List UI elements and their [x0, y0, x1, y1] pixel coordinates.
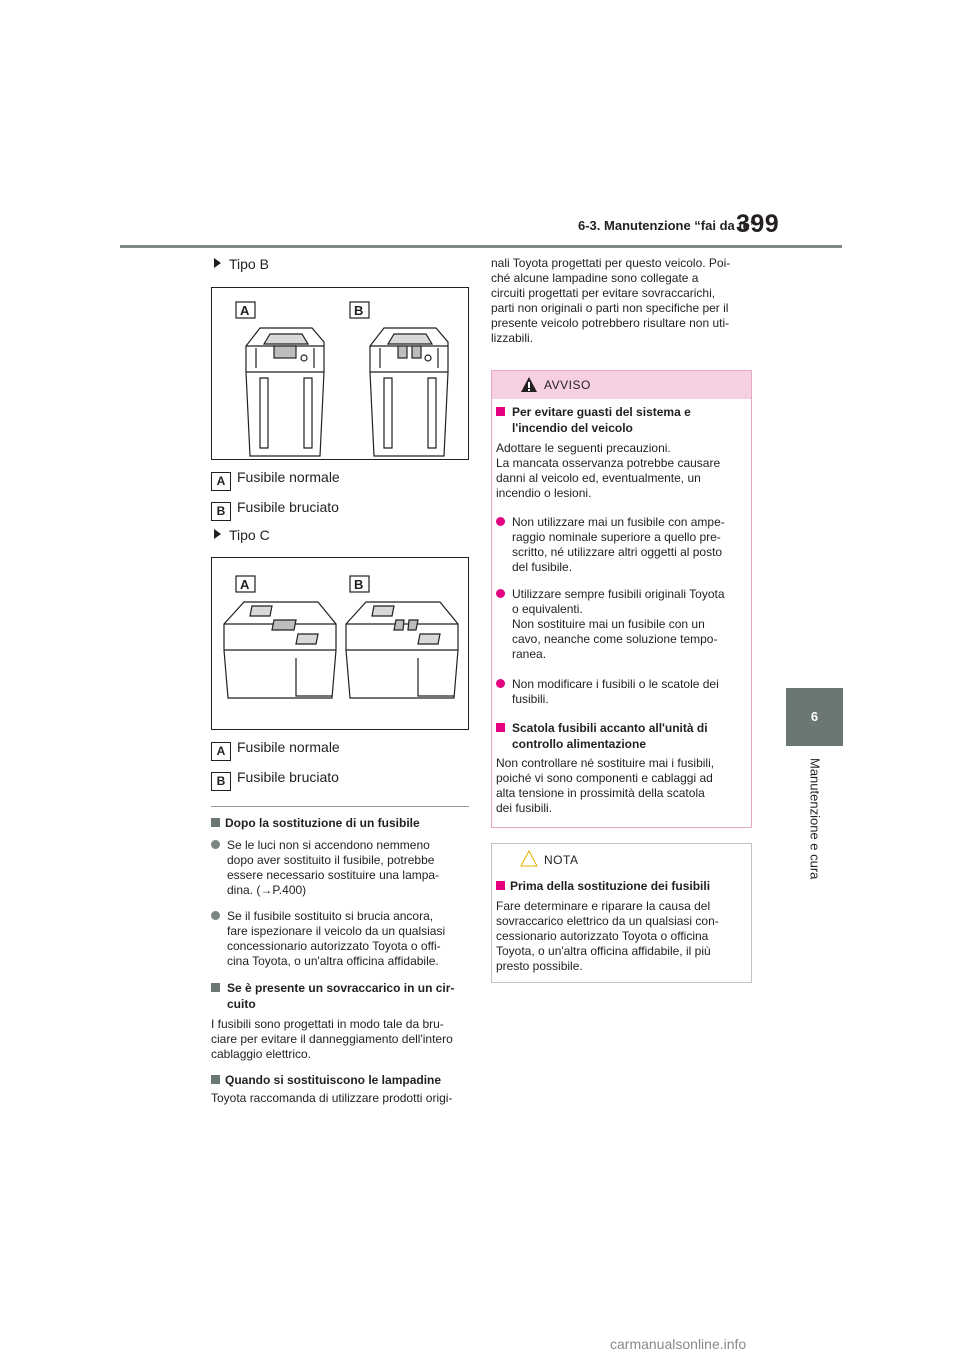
- nota-head-1: [496, 878, 746, 894]
- tipo-c-figure: [211, 557, 469, 730]
- blown-fuse-c-icon: [346, 602, 458, 698]
- avviso-head-1: [496, 404, 746, 435]
- avviso-bullet-3: [496, 677, 748, 711]
- circle-bullet-icon: [211, 911, 220, 920]
- avviso-text-2: Non controllare né sostituire mai i fusibili, poiché vi sono componenti e cablaggi ad alta tensione in prossimità della scatola dei fusibili.: [496, 756, 715, 815]
- warning-triangle-icon: [520, 376, 538, 393]
- lampadine-text: Toyota raccomanda di utilizzare prodotti origi-: [211, 1091, 453, 1105]
- continuation-text: nali Toyota progettati per questo veicolo. Poi- ché alcune lampadine sono collegate a circuiti progettati per evitare sovraccarichi, parti non originali o parti non specifiche per il presente veicolo potrebbero risultare non uti- lizzabili.: [491, 256, 731, 345]
- legend-b-text: Fusibile bruciato: [237, 769, 339, 785]
- tipo-b-heading-text: Tipo B: [229, 256, 269, 272]
- dopo-bullet-1-text: Se le luci non si accendono nemmeno dopo aver sostituito il fusibile, potrebbe essere necessario sostituire una lampa- dina. (→P.400): [227, 838, 440, 897]
- footer-watermark: carmanualsonline.info: [610, 1336, 747, 1352]
- square-bullet-icon: [496, 881, 505, 890]
- avviso-bullet-3-text: Non modificare i fusibili o le scatole dei fusibili.: [512, 677, 719, 706]
- fig-c-label-a: A: [240, 577, 250, 592]
- dopo-bullet-1: [211, 838, 473, 902]
- tipo-c-legend-a: [211, 739, 340, 761]
- avviso-head-2: [496, 720, 746, 751]
- legend-badge-b: B: [211, 772, 231, 791]
- circle-bullet-icon: [496, 679, 505, 688]
- dopo-bullet-2-text: Se il fusibile sostituito si brucia ancora, fare ispezionare il veicolo da un qualsiasi concessionario autorizzato Toyota o offi- cina Toyota, o un'altra officina affidabile.: [227, 909, 446, 968]
- square-bullet-icon: [496, 407, 505, 416]
- tipo-c-heading: [214, 527, 270, 543]
- legend-b-text: Fusibile bruciato: [237, 499, 339, 515]
- dopo-heading-text: Dopo la sostituzione di un fusibile: [225, 816, 420, 830]
- legend-badge-b: B: [211, 502, 231, 521]
- legend-a-text: Fusibile normale: [237, 739, 340, 755]
- avviso-title: AVVISO: [544, 378, 591, 392]
- avviso-bullet-2: [496, 587, 748, 667]
- tipo-b-heading: [214, 256, 269, 272]
- dopo-bullet-2: [211, 909, 473, 973]
- fig-b-label-b: B: [354, 303, 364, 318]
- tipo-b-legend-a: [211, 469, 340, 491]
- nota-title: NOTA: [544, 853, 579, 867]
- avviso-text-1: Adottare le seguenti precauzioni. La mancata osservanza potrebbe causare danni al veicolo ed, eventualmente, un incendio o lesioni.: [496, 441, 721, 500]
- avviso-box: [491, 370, 752, 828]
- section-divider: [211, 806, 469, 807]
- avviso-head-2-text: Scatola fusibili accanto all'unità di controllo alimentazione: [512, 721, 708, 751]
- square-bullet-icon: [496, 723, 505, 732]
- page-number: 399: [736, 210, 780, 238]
- square-bullet-icon: [211, 983, 220, 992]
- triangle-bullet-icon: [214, 529, 221, 539]
- fig-c-label-b: B: [354, 577, 364, 592]
- circle-bullet-icon: [211, 840, 220, 849]
- caution-triangle-icon: [520, 850, 538, 867]
- chapter-label: [786, 758, 843, 908]
- lampadine-heading-text: Quando si sostituiscono le lampadine: [225, 1073, 442, 1087]
- lampadine-heading: [211, 1072, 473, 1088]
- sovraccarico-heading-text: Se è presente un sovraccarico in un cir- cuito: [227, 981, 455, 1011]
- square-bullet-icon: [211, 1075, 220, 1084]
- header-rule: [120, 245, 842, 248]
- chapter-label-text: Manutenzione e cura: [807, 758, 822, 880]
- section-title: 6-3. Manutenzione “fai da te”: [578, 218, 757, 233]
- normal-fuse-c-icon: [224, 602, 336, 698]
- triangle-bullet-icon: [214, 258, 221, 268]
- tipo-c-legend-b: [211, 769, 339, 791]
- avviso-bullet-1-text: Non utilizzare mai un fusibile con ampe- raggio nominale superiore a quello pre- scritto, né utilizzare altri oggetti al posto del fusibile.: [512, 515, 725, 574]
- square-bullet-icon: [211, 818, 220, 827]
- avviso-bullet-1: [496, 515, 748, 579]
- dopo-heading: [211, 815, 471, 831]
- blown-fuse-b-icon: [370, 328, 448, 456]
- nota-head-1-text: Prima della sostituzione dei fusibili: [510, 879, 711, 893]
- fuse-b-illustration: [212, 288, 468, 459]
- avviso-bullet-2-text: Utilizzare sempre fusibili originali Toyota o equivalenti. Non sostituire mai un fusibile con un cavo, neanche come soluzione tempo- ranea.: [512, 587, 725, 661]
- legend-badge-a: A: [211, 472, 231, 491]
- avviso-header: [492, 371, 751, 399]
- tipo-c-heading-text: Tipo C: [229, 527, 270, 543]
- nota-text-1: Fare determinare e riparare la causa del sovraccarico elettrico da un qualsiasi con- cessionario autorizzato Toyota o officina Toyota, o un'altra officina affidabile, il più presto possibile.: [496, 899, 719, 973]
- fuse-c-illustration: [212, 558, 468, 729]
- legend-badge-a: A: [211, 742, 231, 761]
- circle-bullet-icon: [496, 589, 505, 598]
- circle-bullet-icon: [496, 517, 505, 526]
- fig-b-label-a: A: [240, 303, 250, 318]
- sovraccarico-text: I fusibili sono progettati in modo tale da bru- ciare per evitare il danneggiamento dell'intero cablaggio elettrico.: [211, 1017, 453, 1061]
- tipo-b-legend-b: [211, 499, 339, 521]
- sovraccarico-heading: [211, 980, 473, 1011]
- nota-box: [491, 843, 752, 983]
- legend-a-text: Fusibile normale: [237, 469, 340, 485]
- nota-header: [492, 844, 751, 872]
- avviso-head-1-text: Per evitare guasti del sistema e l'incendio del veicolo: [512, 405, 691, 435]
- tipo-b-figure: [211, 287, 469, 460]
- normal-fuse-b-icon: [246, 328, 324, 456]
- chapter-tab: 6: [786, 688, 843, 746]
